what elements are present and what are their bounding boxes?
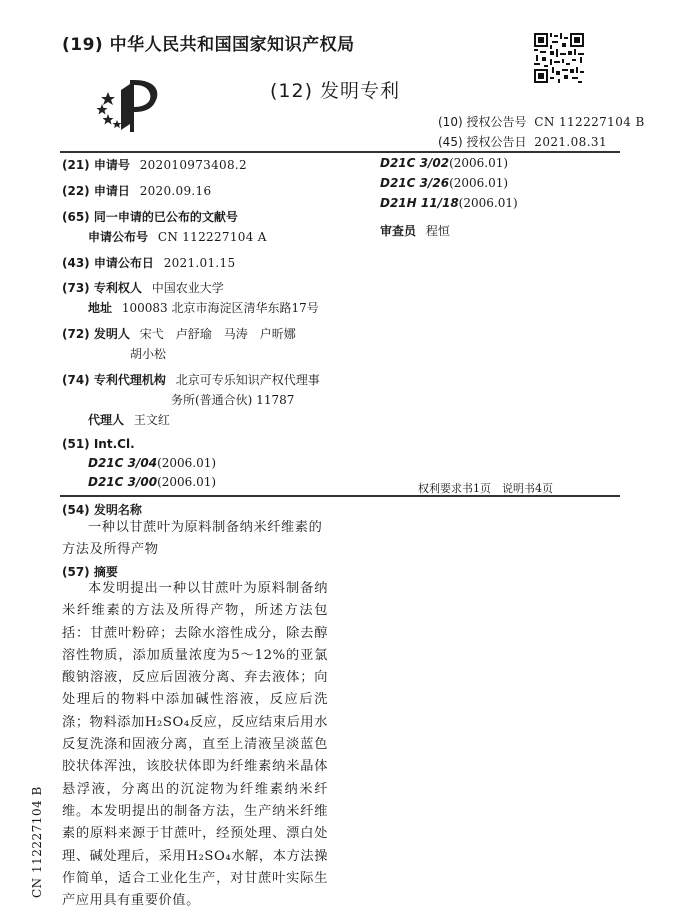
application-date-label: (22) 申请日: [62, 184, 130, 198]
examiner-row: [380, 222, 450, 239]
classification-row: [380, 176, 508, 190]
side-publication-number: CN 112227104 B: [30, 786, 44, 898]
prior-publication-sub-label: 申请公布号: [88, 230, 149, 244]
address-row: [88, 299, 319, 316]
classification-version: (2006.01): [449, 156, 509, 170]
intcl-row: [88, 456, 216, 470]
inventors-row: [62, 325, 296, 342]
intcl-row: [88, 475, 216, 489]
classification-row: [380, 156, 508, 170]
address: 100083 北京市海淀区清华东路17号: [121, 301, 319, 315]
document-type: (12) 发明专利: [270, 80, 401, 102]
agency-line-1: 北京可专乐知识产权代理事: [175, 373, 320, 387]
examiner: 程恒: [425, 224, 450, 238]
application-date-row: [62, 182, 211, 199]
application-number: 202010973408.2: [139, 158, 247, 172]
classification-code: D21C 3/02: [380, 156, 450, 170]
publication-date-label: (45) 授权公告日: [438, 135, 527, 149]
agency-label: (74) 专利代理机构: [62, 373, 166, 387]
patentee: 中国农业大学: [151, 281, 224, 295]
abstract-text: 本发明提出一种以甘蔗叶为原料制备纳米纤维素的方法及所得产物，所述方法包括：甘蔗叶粉碎；去除水溶性成分，除去醇溶性物质，添加质量浓度为5～12%的亚氯酸钠溶液，反应后固液分离、弃去液体；向处理后的物料中添加碱性溶液，反应后洗涤；物料添加H₂SO₄反应，反应结束后用水反复洗涤和固液分离，直至上清液呈淡蓝色胶状体浑浊，该胶状体即为纤维素纳米晶体悬浮液，分离出的沉淀物为纤维素纳米纤维。本发明提出的制备方法，生产纳米纤维素的原料来源于甘蔗叶，经预处理、漂白处理、碱处理后，采用H₂SO₄水解，本方法操作简单，适合工业化生产，对甘蔗叶实际生产应用具有重要价值。: [62, 581, 328, 909]
prior-publication-label: (65) 同一申请的已公布的文献号: [62, 210, 238, 224]
prior-publication-number: CN 112227104 A: [157, 230, 267, 244]
inventors-label: (72) 发明人: [62, 327, 130, 341]
intcl-code: D21C 3/04: [88, 456, 158, 470]
agent-row: [88, 411, 170, 428]
classification-code: D21H 11/18: [380, 196, 459, 210]
application-date: 2020.09.16: [139, 184, 212, 198]
biblio-divider: [60, 495, 620, 497]
title-label: (54) 发明名称: [62, 503, 142, 517]
application-number-label: (21) 申请号: [62, 158, 130, 172]
classification-version: (2006.01): [449, 176, 509, 190]
page-count: 权利要求书1页 说明书4页: [418, 482, 553, 495]
publication-number-label: (10) 授权公告号: [438, 115, 527, 129]
prior-publication-row: [88, 228, 267, 245]
publication-date: 2021.08.31: [534, 135, 607, 149]
agency-line-2: 务所(普通合伙) 11787: [171, 393, 295, 407]
intcl-version: (2006.01): [157, 475, 217, 489]
agency-row: [62, 371, 320, 388]
agent: 王文红: [133, 413, 170, 427]
application-number-row: [62, 156, 247, 173]
classification-code: D21C 3/26: [380, 176, 450, 190]
early-publication-date: 2021.01.15: [163, 256, 236, 270]
patentee-label: (73) 专利权人: [62, 281, 142, 295]
examiner-label: 审查员: [380, 224, 417, 238]
intcl-version: (2006.01): [157, 456, 217, 470]
office-name: (19) 中华人民共和国国家知识产权局: [62, 35, 355, 55]
inventors-line-1: 宋弋 卢舒瑜 马涛 户昕娜: [139, 327, 296, 341]
intcl-label: (51) Int.Cl.: [62, 437, 135, 451]
classification-version: (2006.01): [458, 196, 518, 210]
inventors-line-2: 胡小松: [130, 347, 167, 361]
publication-number: CN 112227104 B: [534, 115, 645, 129]
abstract-label: (57) 摘要: [62, 565, 118, 579]
address-label: 地址: [88, 301, 113, 315]
intcl-code: D21C 3/00: [88, 475, 158, 489]
office-logo-icon: [94, 74, 166, 134]
early-publication-label: (43) 申请公布日: [62, 256, 154, 270]
agent-label: 代理人: [88, 413, 125, 427]
qr-code-icon: [534, 33, 584, 83]
publication-number-row: [438, 113, 645, 130]
patentee-row: [62, 279, 224, 296]
early-publication-row: [62, 254, 235, 271]
classification-row: [380, 196, 518, 210]
header-divider: [60, 151, 620, 153]
invention-title: 一种以甘蔗叶为原料制备纳米纤维素的方法及所得产物: [62, 520, 323, 558]
publication-date-row: [438, 133, 607, 150]
